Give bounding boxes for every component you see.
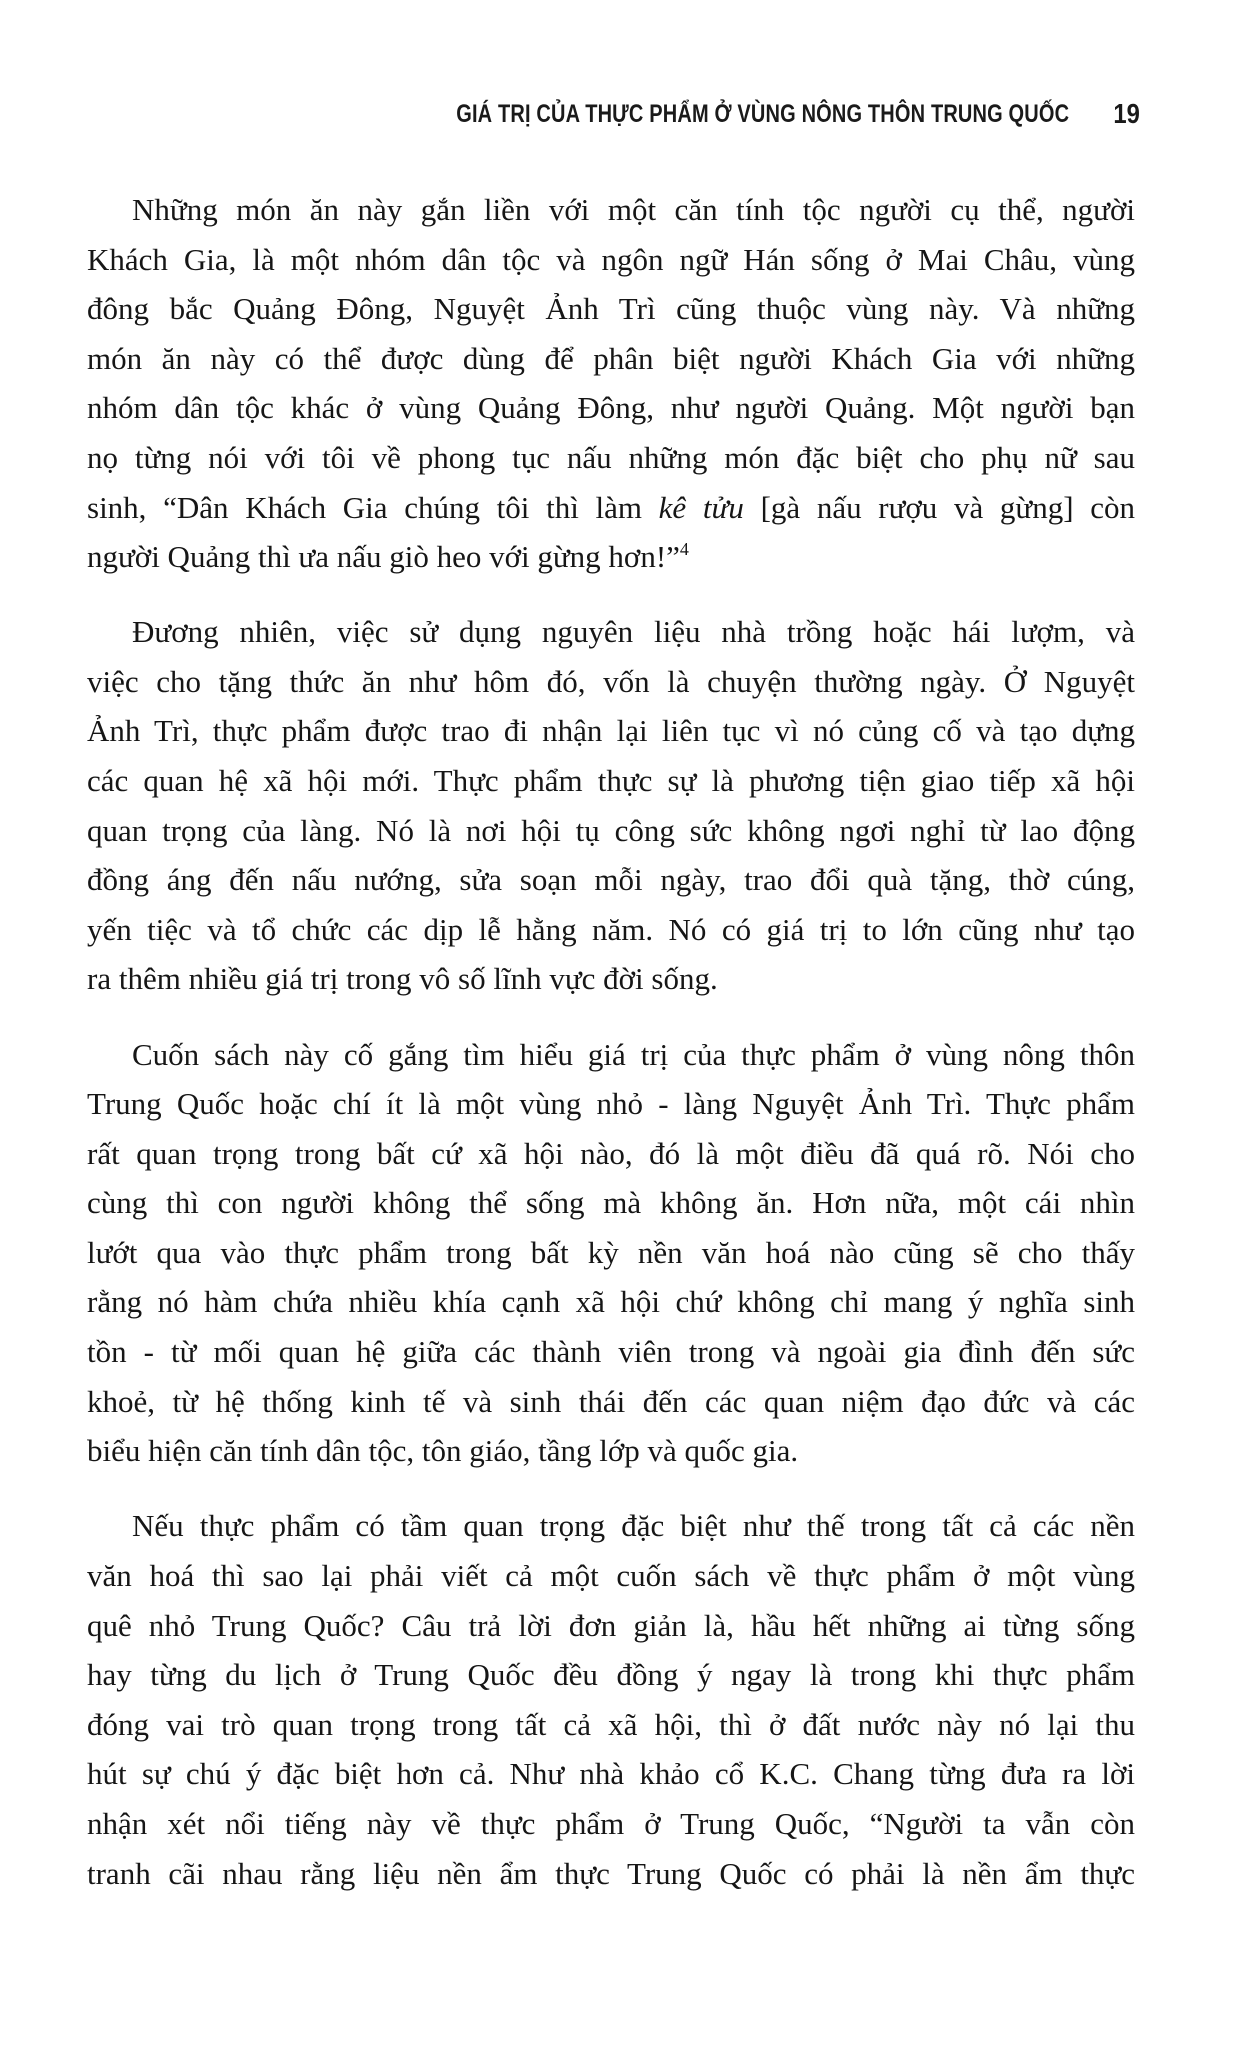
text-segment: người Quảng thì ưa nấu giò heo với gừng hơn!” [87, 539, 680, 575]
text-line: lướt qua vào thực phẩm trong bất kỳ nền văn hoá nào cũng sẽ cho thấy [87, 1234, 1135, 1270]
text-line: cùng thì con người không thể sống mà không ăn. Hơn nữa, một cái nhìn [87, 1185, 1135, 1221]
text-line: tồn - từ mối quan hệ giữa các thành viên trong và ngoài gia đình đến sức [87, 1334, 1135, 1370]
text-line: nhóm dân tộc khác ở vùng Quảng Đông, như người Quảng. Một người bạn [87, 390, 1135, 426]
text-line: đông bắc Quảng Đông, Nguyệt Ảnh Trì cũng thuộc vùng này. Và những [87, 291, 1135, 327]
text-line: Ảnh Trì, thực phẩm được trao đi nhận lại liên tục vì nó củng cố và tạo dựng [87, 713, 1135, 749]
text-line: ra thêm nhiều giá trị trong vô số lĩnh vực đời sống. [87, 961, 718, 997]
text-line: văn hoá thì sao lại phải viết cả một cuốn sách về thực phẩm ở một vùng [87, 1557, 1135, 1593]
text-line: rằng nó hàm chứa nhiều khía cạnh xã hội chứ không chỉ mang ý nghĩa sinh [87, 1284, 1135, 1320]
text-line: Đương nhiên, việc sử dụng nguyên liệu nhà trồng hoặc hái lượm, và [132, 614, 1135, 650]
text-line: khoẻ, từ hệ thống kinh tế và sinh thái đến các quan niệm đạo đức và các [87, 1383, 1135, 1419]
paragraph [87, 1501, 1135, 1898]
text-segment: [gà nấu rượu và gừng] còn [743, 489, 1135, 525]
text-line: Nếu thực phẩm có tầm quan trọng đặc biệt như thế trong tất cả các nền [132, 1508, 1135, 1544]
text-line: Khách Gia, là một nhóm dân tộc và ngôn ngữ Hán sống ở Mai Châu, vùng [87, 241, 1135, 277]
running-header [300, 94, 1142, 134]
text-line: Những món ăn này gắn liền với một căn tính tộc người cụ thể, người [132, 192, 1135, 227]
text-line [87, 532, 1135, 582]
text-line: biểu hiện căn tính dân tộc, tôn giáo, tầng lớp và quốc gia. [87, 1433, 799, 1469]
page-number: 19 [1113, 98, 1140, 129]
chapter-title: GIÁ TRỊ CỦA THỰC PHẨM Ở VÙNG NÔNG THÔN TRUNG QUỐC [455, 99, 1069, 128]
text-line: quan trọng của làng. Nó là nơi hội tụ công sức không ngơi nghỉ từ lao động [87, 812, 1135, 848]
paragraph [87, 1030, 1135, 1476]
text-line: hút sự chú ý đặc biệt hơn cả. Như nhà khảo cổ K.C. Chang từng đưa ra lời [87, 1756, 1135, 1792]
footnote-marker[interactable]: 4 [679, 539, 689, 560]
text-line: tranh cãi nhau rằng liệu nền ẩm thực Trung Quốc có phải là nền ẩm thực [87, 1855, 1135, 1891]
text-line: đồng áng đến nấu nướng, sửa soạn mỗi ngày, trao đổi quà tặng, thờ cúng, [87, 862, 1135, 898]
text-line: nhận xét nổi tiếng này về thực phẩm ở Trung Quốc, “Người ta vẫn còn [87, 1805, 1135, 1841]
text-segment: sinh, “Dân Khách Gia chúng tôi thì làm [87, 489, 659, 525]
body-text [87, 185, 1135, 1924]
paragraph [87, 185, 1135, 582]
text-line: các quan hệ xã hội mới. Thực phẩm thực sự là phương tiện giao tiếp xã hội [87, 763, 1135, 799]
text-line: rất quan trọng trong bất cứ xã hội nào, đó là một điều đã quá rõ. Nói cho [87, 1135, 1135, 1171]
text-line: quê nhỏ Trung Quốc? Câu trả lời đơn giản là, hầu hết những ai từng sống [87, 1607, 1135, 1643]
paragraph [87, 607, 1135, 1004]
text-line: yến tiệc và tổ chức các dịp lễ hằng năm. Nó có giá trị to lớn cũng như tạo [87, 911, 1135, 947]
text-line: Trung Quốc hoặc chí ít là một vùng nhỏ - làng Nguyệt Ảnh Trì. Thực phẩm [87, 1086, 1135, 1122]
text-line [87, 483, 1135, 533]
italic-term: kê tửu [658, 489, 744, 525]
text-line: việc cho tặng thức ăn như hôm đó, vốn là chuyện thường ngày. Ở Nguyệt [87, 663, 1135, 699]
text-line: món ăn này có thể được dùng để phân biệt người Khách Gia với những [87, 340, 1135, 376]
text-line: Cuốn sách này cố gắng tìm hiểu giá trị của thực phẩm ở vùng nông thôn [132, 1036, 1135, 1072]
text-line: hay từng du lịch ở Trung Quốc đều đồng ý ngay là trong khi thực phẩm [87, 1657, 1135, 1693]
text-line: nọ từng nói với tôi về phong tục nấu những món đặc biệt cho phụ nữ sau [87, 439, 1135, 475]
text-line: đóng vai trò quan trọng trong tất cả xã hội, thì ở đất nước này nó lại thu [87, 1706, 1135, 1742]
